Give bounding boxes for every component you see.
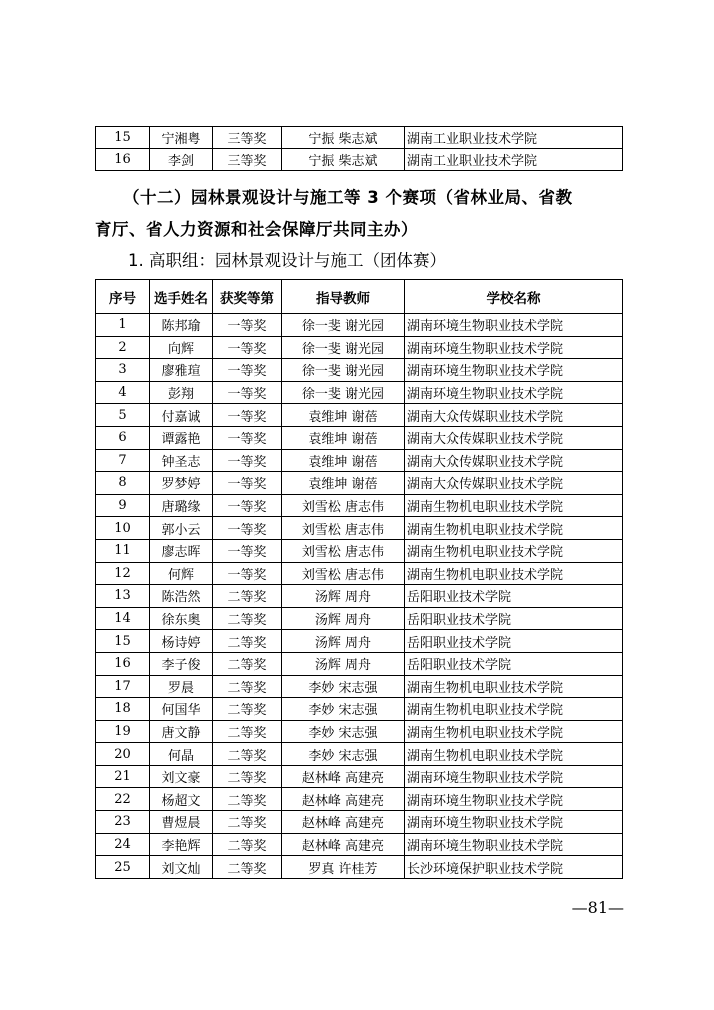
cell-name: 钟圣志 (150, 449, 213, 472)
cell-no: 12 (96, 562, 150, 585)
table-row (96, 426, 623, 449)
cell-teacher: 赵林峰 高建亮 (282, 811, 405, 834)
cell-school: 湖南环境生物职业技术学院 (405, 811, 623, 834)
cell-award: 二等奖 (213, 652, 282, 675)
cell-teacher: 刘雪松 唐志伟 (282, 562, 405, 585)
cell-award: 二等奖 (213, 765, 282, 788)
cell-teacher: 汤辉 周舟 (282, 585, 405, 608)
cell-award: 二等奖 (213, 788, 282, 811)
continued-results-body (96, 127, 623, 171)
cell-name: 刘文豪 (150, 765, 213, 788)
table-header-row (96, 280, 623, 314)
cell-school: 岳阳职业技术学院 (405, 630, 623, 653)
cell-school: 湖南生物机电职业技术学院 (405, 539, 623, 562)
cell-no: 22 (96, 788, 150, 811)
cell-award: 二等奖 (213, 675, 282, 698)
cell-school: 岳阳职业技术学院 (405, 585, 623, 608)
cell-no: 17 (96, 675, 150, 698)
table-row (96, 381, 623, 404)
cell-name: 彭翔 (150, 381, 213, 404)
cell-school: 湖南生物机电职业技术学院 (405, 517, 623, 540)
table-row (96, 788, 623, 811)
cell-no: 13 (96, 585, 150, 608)
cell-school: 湖南环境生物职业技术学院 (405, 765, 623, 788)
cell-no: 16 (96, 652, 150, 675)
cell-name: 徐东奥 (150, 607, 213, 630)
table-row (96, 494, 623, 517)
cell-no: 6 (96, 426, 150, 449)
table-row (96, 675, 623, 698)
table-row (96, 127, 623, 149)
cell-no: 3 (96, 359, 150, 382)
cell-award: 二等奖 (213, 585, 282, 608)
cell-award: 一等奖 (213, 539, 282, 562)
cell-school: 湖南工业职业技术学院 (405, 127, 623, 149)
cell-school: 湖南环境生物职业技术学院 (405, 359, 623, 382)
cell-school: 湖南大众传媒职业技术学院 (405, 472, 623, 495)
cell-teacher: 刘雪松 唐志伟 (282, 539, 405, 562)
cell-teacher: 宁振 柴志斌 (282, 149, 405, 171)
table-row (96, 607, 623, 630)
cell-name: 陈邦瑜 (150, 314, 213, 337)
cell-no: 8 (96, 472, 150, 495)
cell-teacher: 徐一斐 谢光园 (282, 359, 405, 382)
cell-teacher: 徐一斐 谢光园 (282, 381, 405, 404)
cell-teacher: 赵林峰 高建亮 (282, 788, 405, 811)
table-row (96, 539, 623, 562)
section-heading-line-1: （十二）园林景观设计与施工等 3 个赛项（省林业局、省教 (123, 188, 573, 207)
cell-name: 陈浩然 (150, 585, 213, 608)
cell-teacher: 袁维坤 谢蓓 (282, 449, 405, 472)
cell-school: 湖南环境生物职业技术学院 (405, 314, 623, 337)
cell-no: 21 (96, 765, 150, 788)
cell-no: 23 (96, 811, 150, 834)
table-row (96, 743, 623, 766)
cell-name: 罗梦婷 (150, 472, 213, 495)
cell-teacher: 徐一斐 谢光园 (282, 314, 405, 337)
cell-award: 一等奖 (213, 336, 282, 359)
cell-school: 湖南环境生物职业技术学院 (405, 381, 623, 404)
table-row (96, 314, 623, 337)
cell-award: 二等奖 (213, 607, 282, 630)
table-row (96, 720, 623, 743)
cell-teacher: 汤辉 周舟 (282, 652, 405, 675)
cell-name: 李剑 (150, 149, 213, 171)
table-row (96, 585, 623, 608)
cell-no: 25 (96, 856, 150, 879)
cell-no: 1 (96, 314, 150, 337)
cell-award: 二等奖 (213, 630, 282, 653)
cell-school: 湖南生物机电职业技术学院 (405, 675, 623, 698)
cell-teacher: 汤辉 周舟 (282, 607, 405, 630)
table-row (96, 630, 623, 653)
cell-school: 岳阳职业技术学院 (405, 652, 623, 675)
cell-school: 湖南大众传媒职业技术学院 (405, 426, 623, 449)
cell-teacher: 徐一斐 谢光园 (282, 336, 405, 359)
cell-no: 10 (96, 517, 150, 540)
cell-teacher: 汤辉 周舟 (282, 630, 405, 653)
section-heading (95, 182, 623, 246)
cell-name: 廖雅瑄 (150, 359, 213, 382)
cell-teacher: 刘雪松 唐志伟 (282, 494, 405, 517)
cell-no: 24 (96, 833, 150, 856)
cell-name: 刘文灿 (150, 856, 213, 879)
cell-name: 李子俊 (150, 652, 213, 675)
cell-name: 唐璐缘 (150, 494, 213, 517)
table-row (96, 472, 623, 495)
cell-school: 湖南环境生物职业技术学院 (405, 833, 623, 856)
continued-results-table (95, 126, 623, 171)
cell-award: 二等奖 (213, 833, 282, 856)
cell-no: 11 (96, 539, 150, 562)
cell-name: 何晶 (150, 743, 213, 766)
cell-no: 5 (96, 404, 150, 427)
header-teacher: 指导教师 (282, 280, 405, 314)
cell-school: 湖南环境生物职业技术学院 (405, 788, 623, 811)
page-number: —81— (571, 898, 624, 917)
cell-name: 杨超文 (150, 788, 213, 811)
cell-award: 二等奖 (213, 698, 282, 721)
cell-no: 15 (96, 127, 150, 149)
cell-award: 三等奖 (213, 149, 282, 171)
cell-teacher: 李妙 宋志强 (282, 720, 405, 743)
cell-award: 一等奖 (213, 494, 282, 517)
table-row (96, 359, 623, 382)
cell-no: 15 (96, 630, 150, 653)
cell-school: 湖南生物机电职业技术学院 (405, 494, 623, 517)
cell-teacher: 李妙 宋志强 (282, 675, 405, 698)
cell-name: 何辉 (150, 562, 213, 585)
cell-school: 湖南大众传媒职业技术学院 (405, 404, 623, 427)
cell-no: 20 (96, 743, 150, 766)
cell-name: 李艳辉 (150, 833, 213, 856)
cell-school: 湖南生物机电职业技术学院 (405, 720, 623, 743)
header-award: 获奖等第 (213, 280, 282, 314)
cell-no: 16 (96, 149, 150, 171)
cell-no: 9 (96, 494, 150, 517)
event-subheading: 1. 高职组：园林景观设计与施工（团体赛） (128, 251, 446, 270)
cell-school: 湖南生物机电职业技术学院 (405, 743, 623, 766)
cell-teacher: 罗真 许桂芳 (282, 856, 405, 879)
cell-no: 18 (96, 698, 150, 721)
cell-award: 一等奖 (213, 426, 282, 449)
cell-teacher: 刘雪松 唐志伟 (282, 517, 405, 540)
cell-no: 4 (96, 381, 150, 404)
table-row (96, 336, 623, 359)
cell-award: 一等奖 (213, 359, 282, 382)
header-no: 序号 (96, 280, 150, 314)
cell-teacher: 袁维坤 谢蓓 (282, 404, 405, 427)
cell-award: 一等奖 (213, 314, 282, 337)
table-row (96, 562, 623, 585)
cell-award: 一等奖 (213, 449, 282, 472)
cell-no: 14 (96, 607, 150, 630)
cell-teacher: 袁维坤 谢蓓 (282, 426, 405, 449)
cell-name: 何国华 (150, 698, 213, 721)
cell-award: 二等奖 (213, 811, 282, 834)
results-body (96, 314, 623, 879)
table-row (96, 149, 623, 171)
results-table (95, 279, 623, 879)
cell-teacher: 赵林峰 高建亮 (282, 833, 405, 856)
header-name: 选手姓名 (150, 280, 213, 314)
table-row (96, 811, 623, 834)
cell-award: 一等奖 (213, 404, 282, 427)
table-row (96, 404, 623, 427)
cell-teacher: 李妙 宋志强 (282, 743, 405, 766)
cell-no: 2 (96, 336, 150, 359)
cell-name: 向辉 (150, 336, 213, 359)
cell-name: 曹煜晨 (150, 811, 213, 834)
cell-no: 19 (96, 720, 150, 743)
cell-school: 岳阳职业技术学院 (405, 607, 623, 630)
cell-name: 郭小云 (150, 517, 213, 540)
cell-award: 一等奖 (213, 562, 282, 585)
cell-name: 廖志晖 (150, 539, 213, 562)
cell-teacher: 宁振 柴志斌 (282, 127, 405, 149)
table-row (96, 833, 623, 856)
cell-award: 三等奖 (213, 127, 282, 149)
cell-name: 罗晨 (150, 675, 213, 698)
table-row (96, 517, 623, 540)
cell-award: 一等奖 (213, 381, 282, 404)
cell-name: 杨诗婷 (150, 630, 213, 653)
cell-name: 谭露艳 (150, 426, 213, 449)
cell-teacher: 赵林峰 高建亮 (282, 765, 405, 788)
table-row (96, 856, 623, 879)
table-row (96, 652, 623, 675)
table-row (96, 698, 623, 721)
section-heading-line-2: 育厅、省人力资源和社会保障厅共同主办） (95, 220, 418, 239)
header-school: 学校名称 (405, 280, 623, 314)
table-row (96, 449, 623, 472)
cell-name: 唐文静 (150, 720, 213, 743)
cell-school: 长沙环境保护职业技术学院 (405, 856, 623, 879)
cell-school: 湖南大众传媒职业技术学院 (405, 449, 623, 472)
cell-no: 7 (96, 449, 150, 472)
cell-school: 湖南环境生物职业技术学院 (405, 336, 623, 359)
cell-award: 一等奖 (213, 517, 282, 540)
cell-teacher: 李妙 宋志强 (282, 698, 405, 721)
cell-name: 宁湘粤 (150, 127, 213, 149)
cell-award: 二等奖 (213, 856, 282, 879)
cell-award: 二等奖 (213, 720, 282, 743)
table-row (96, 765, 623, 788)
cell-award: 一等奖 (213, 472, 282, 495)
cell-award: 二等奖 (213, 743, 282, 766)
cell-school: 湖南生物机电职业技术学院 (405, 698, 623, 721)
cell-teacher: 袁维坤 谢蓓 (282, 472, 405, 495)
cell-school: 湖南工业职业技术学院 (405, 149, 623, 171)
cell-name: 付嘉诚 (150, 404, 213, 427)
cell-school: 湖南生物机电职业技术学院 (405, 562, 623, 585)
